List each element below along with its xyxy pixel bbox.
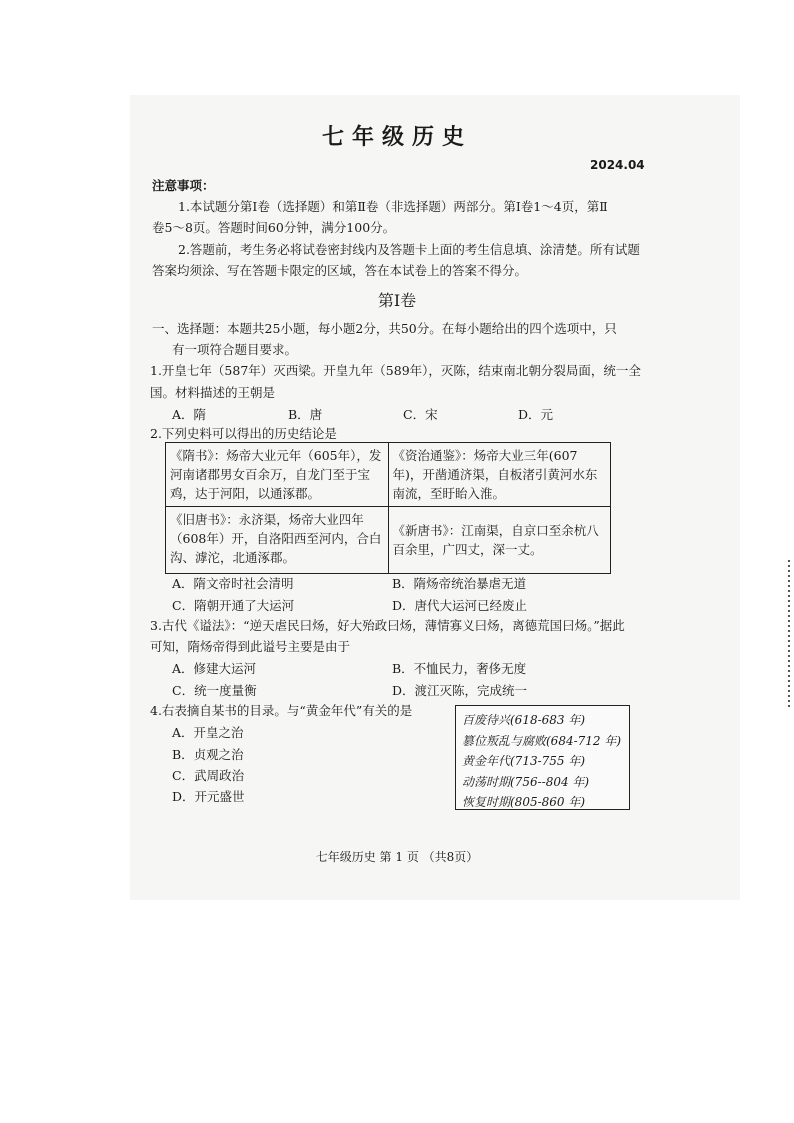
notice-line-2: 卷5～8页。答题时间60分钟，满分100分。: [152, 220, 396, 235]
source-jiu-tang-shu: 《旧唐书》：永济渠，炀帝大业四年（608年）开，自洛阳西至河内，合白沟、滹沱，北通涿郡。: [166, 507, 389, 574]
question-2-option-d[interactable]: D．唐代大运河已经废止: [392, 598, 528, 613]
question-1-option-b[interactable]: B．唐: [288, 407, 323, 422]
question-1-stem-line-2: 国。材料描述的王朝是: [150, 385, 276, 400]
section-intro-line-1: 一、选择题：本题共25小题，每小题2分，共50分。在每小题给出的四个选项中，只: [152, 321, 617, 336]
notice-line-1: 1.本试题分第Ⅰ卷（选择题）和第Ⅱ卷（非选择题）两部分。第Ⅰ卷1～4页，第Ⅱ: [178, 199, 608, 214]
source-sui-shu: 《隋书》：炀帝大业元年（605年），发河南诸郡男女百余万，自龙门至于宝鸡，达于河阳，以通涿郡。: [166, 443, 389, 507]
question-1-stem-line-1: 1.开皇七年（587年）灭西梁。开皇九年（589年），灭陈，结束南北朝分裂局面，统一全: [150, 363, 641, 378]
question-4-option-d[interactable]: D．开元盛世: [172, 789, 245, 804]
table-row: [166, 443, 611, 507]
notice-line-3: 2.答题前，考生务必将试卷密封线内及答题卡上面的考生信息填、涂清楚。所有试题: [178, 242, 640, 257]
toc-entry: 篡位叛乱与腐败(684-712 年): [462, 733, 622, 748]
question-1-option-d[interactable]: D．元: [518, 407, 554, 422]
question-1-option-a[interactable]: A．隋: [172, 407, 207, 422]
question-3-option-c[interactable]: C．统一度量衡: [172, 683, 257, 698]
question-3-stem-line-2: 可知，隋炀帝得到此谥号主要是由于: [150, 639, 351, 654]
notice-heading: 注意事项：: [152, 178, 215, 193]
question-3-stem-line-1: 3.古代《谥法》：“逆天虐民曰炀，好大殆政曰炀，薄情寡义曰炀，离德荒国曰炀。”据此: [150, 618, 625, 633]
page-title: 七年级历史: [321, 124, 472, 150]
question-3-option-d[interactable]: D．渡江灭陈，完成统一: [392, 683, 528, 698]
question-1-option-c[interactable]: C．宋: [403, 407, 438, 422]
question-4-option-b[interactable]: B．贞观之治: [172, 747, 244, 762]
question-4-stem: 4.右表摘自某书的目录。与“黄金年代”有关的是: [150, 703, 413, 718]
question-2-source-table: [165, 442, 611, 574]
section-intro-line-2: 有一项符合题目要求。: [172, 342, 298, 357]
source-xin-tang-shu: 《新唐书》：江南渠，自京口至余杭八百余里，广四丈，深一丈。: [388, 507, 611, 574]
exam-date: 2024.04: [590, 158, 645, 172]
toc-entry: 恢复时期(805-860 年): [462, 795, 586, 809]
table-row: [166, 507, 611, 574]
toc-entry: 动荡时期(756--804 年): [462, 774, 590, 789]
question-2-option-b[interactable]: B．隋炀帝统治暴虐无道: [392, 576, 527, 591]
section-title: 第Ⅰ卷: [377, 291, 417, 310]
question-3-option-a[interactable]: A．修建大运河: [172, 661, 257, 676]
question-3-option-b[interactable]: B．不恤民力，奢侈无度: [392, 661, 527, 676]
question-4-table-of-contents: [455, 705, 630, 810]
source-zizhi-tongjian: 《资治通鉴》：炀帝大业三年(607年)，开凿通济渠，自板渚引黄河水东南流，至盱眙入淮。: [388, 443, 611, 507]
question-2-option-a[interactable]: A．隋文帝时社会清明: [172, 576, 294, 591]
toc-entry: 百废待兴(618-683 年): [462, 713, 586, 727]
page-footer: 七年级历史 第 1 页 （共8页）: [315, 850, 479, 864]
binding-dots: [788, 560, 790, 710]
notice-line-4: 答案均须涂、写在答题卡限定的区域，答在本试卷上的答案不得分。: [152, 263, 528, 278]
question-4-option-c[interactable]: C．武周政治: [172, 768, 245, 783]
question-2-option-c[interactable]: C．隋朝开通了大运河: [172, 598, 295, 613]
question-2-stem: 2.下列史料可以得出的历史结论是: [150, 426, 337, 441]
toc-entry: 黄金年代(713-755 年): [462, 754, 586, 768]
question-4-option-a[interactable]: A．开皇之治: [172, 725, 244, 740]
